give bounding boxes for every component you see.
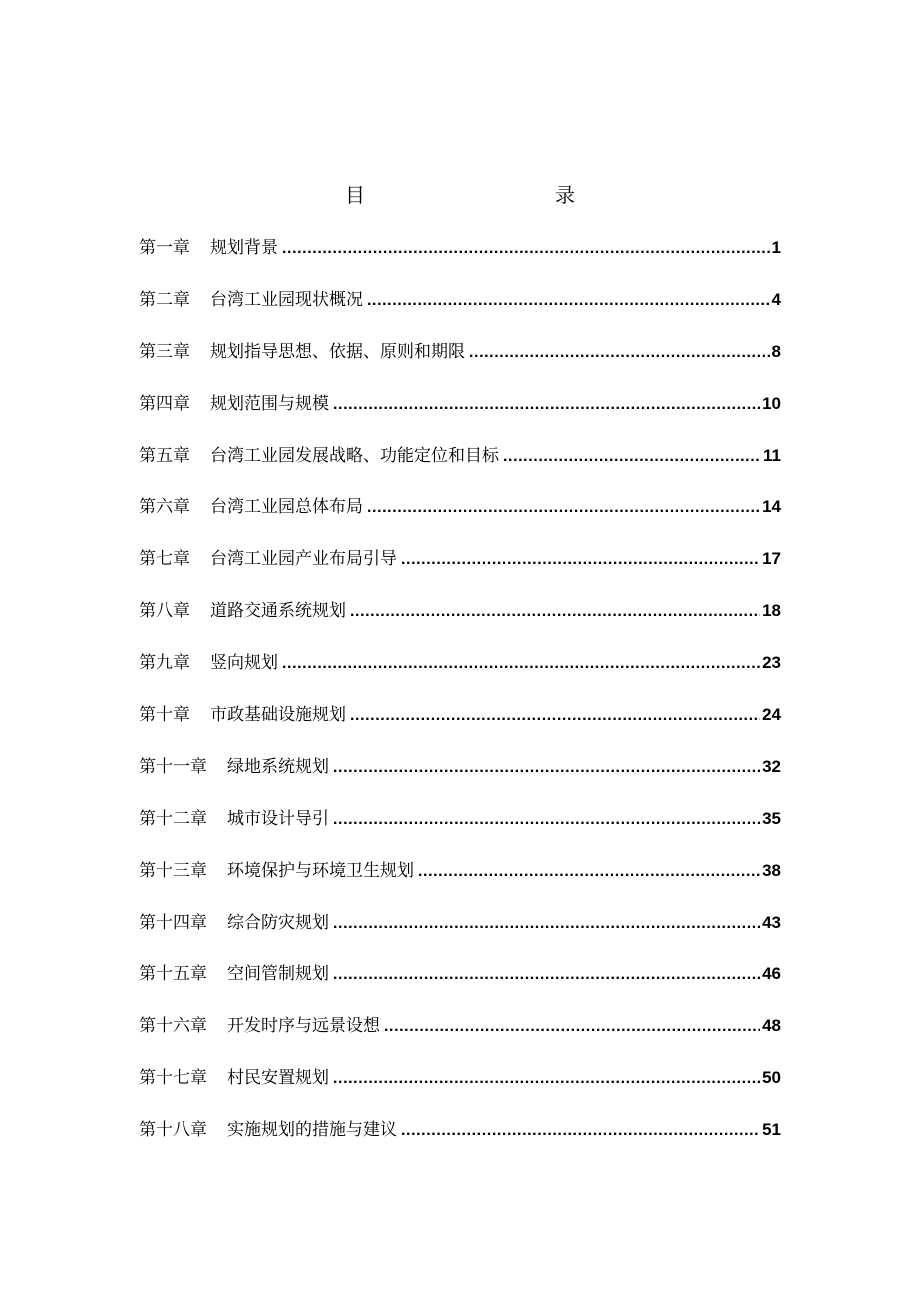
chapter-heading: 综合防灾规划 bbox=[227, 912, 329, 933]
dot-leader bbox=[503, 441, 761, 473]
page-number: 8 bbox=[771, 341, 781, 361]
chapter-heading: 村民安置规划 bbox=[227, 1068, 329, 1089]
page-number: 11 bbox=[763, 445, 781, 465]
dot-leader bbox=[333, 1063, 760, 1095]
chapter-number: 第十六章 bbox=[139, 1016, 207, 1037]
chapter-number: 第八章 bbox=[139, 601, 190, 622]
toc-entry[interactable] bbox=[139, 491, 781, 543]
chapter-number: 第十八章 bbox=[139, 1120, 207, 1141]
chapter-number: 第十二章 bbox=[139, 808, 207, 829]
dot-leader bbox=[333, 389, 760, 421]
table-of-contents bbox=[139, 232, 781, 1166]
page-number: 32 bbox=[762, 756, 781, 776]
chapter-heading: 环境保护与环境卫生规划 bbox=[227, 860, 414, 881]
chapter-heading: 绿地系统规划 bbox=[227, 756, 329, 777]
dot-leader bbox=[401, 1115, 760, 1147]
chapter-number: 第十七章 bbox=[139, 1068, 207, 1089]
toc-entry[interactable] bbox=[139, 699, 781, 751]
dot-leader bbox=[367, 285, 770, 317]
chapter-heading: 台湾工业园发展战略、功能定位和目标 bbox=[210, 445, 499, 466]
toc-entry[interactable] bbox=[139, 232, 781, 284]
toc-entry[interactable] bbox=[139, 388, 781, 440]
dot-leader bbox=[333, 959, 760, 991]
chapter-number: 第九章 bbox=[139, 653, 190, 674]
chapter-heading: 开发时序与远景设想 bbox=[227, 1016, 380, 1037]
chapter-number: 第十章 bbox=[139, 705, 190, 726]
toc-entry[interactable] bbox=[139, 1010, 781, 1062]
chapter-number: 第十一章 bbox=[139, 756, 207, 777]
toc-entry[interactable] bbox=[139, 751, 781, 803]
chapter-number: 第十三章 bbox=[139, 860, 207, 881]
page-number: 4 bbox=[771, 289, 781, 309]
dot-leader bbox=[333, 752, 760, 784]
chapter-heading: 城市设计导引 bbox=[227, 808, 329, 829]
chapter-number: 第一章 bbox=[139, 238, 190, 258]
toc-entry[interactable] bbox=[139, 284, 781, 336]
chapter-heading: 规划范围与规模 bbox=[210, 393, 329, 414]
page-number: 24 bbox=[762, 705, 781, 725]
toc-entry[interactable] bbox=[139, 803, 781, 855]
page-number: 43 bbox=[762, 912, 781, 932]
page-number: 46 bbox=[762, 964, 781, 984]
page-number: 14 bbox=[762, 497, 781, 517]
page-number: 10 bbox=[762, 393, 781, 413]
dot-leader bbox=[350, 596, 760, 628]
chapter-number: 第二章 bbox=[139, 289, 190, 310]
page-number: 51 bbox=[762, 1120, 781, 1140]
chapter-number: 第十四章 bbox=[139, 912, 207, 933]
dot-leader bbox=[282, 648, 760, 680]
chapter-number: 第十五章 bbox=[139, 964, 207, 985]
dot-leader bbox=[418, 856, 760, 888]
page-number: 50 bbox=[762, 1068, 781, 1088]
toc-entry[interactable] bbox=[139, 1114, 781, 1166]
page-number: 17 bbox=[762, 549, 781, 569]
chapter-heading: 规划指导思想、依据、原则和期限 bbox=[210, 341, 465, 362]
dot-leader bbox=[350, 700, 760, 732]
chapter-heading: 规划背景 bbox=[210, 238, 278, 258]
toc-entry[interactable] bbox=[139, 958, 781, 1010]
chapter-number: 第七章 bbox=[139, 549, 190, 570]
chapter-number: 第六章 bbox=[139, 497, 190, 518]
page-number: 35 bbox=[762, 808, 781, 828]
chapter-heading: 道路交通系统规划 bbox=[210, 601, 346, 622]
dot-leader bbox=[333, 908, 760, 940]
toc-entry[interactable] bbox=[139, 647, 781, 699]
dot-leader bbox=[367, 492, 760, 524]
toc-entry[interactable] bbox=[139, 1062, 781, 1114]
toc-entry[interactable] bbox=[139, 336, 781, 388]
toc-entry[interactable] bbox=[139, 543, 781, 595]
dot-leader bbox=[384, 1011, 760, 1043]
page-number: 23 bbox=[762, 653, 781, 673]
chapter-heading: 市政基础设施规划 bbox=[210, 705, 346, 726]
chapter-number: 第四章 bbox=[139, 393, 190, 414]
page-number: 18 bbox=[762, 601, 781, 621]
dot-leader bbox=[282, 233, 770, 265]
dot-leader bbox=[401, 544, 760, 576]
toc-entry[interactable] bbox=[139, 595, 781, 647]
chapter-heading: 竖向规划 bbox=[210, 653, 278, 674]
chapter-heading: 实施规划的措施与建议 bbox=[227, 1120, 397, 1141]
chapter-heading: 台湾工业园总体布局 bbox=[210, 497, 363, 518]
toc-entry[interactable] bbox=[139, 855, 781, 907]
chapter-number: 第三章 bbox=[139, 341, 190, 362]
page-number: 38 bbox=[762, 860, 781, 880]
toc-entry[interactable] bbox=[139, 907, 781, 959]
page-number: 48 bbox=[762, 1016, 781, 1036]
page-number: 1 bbox=[771, 238, 781, 257]
dot-leader bbox=[333, 804, 760, 836]
toc-entry[interactable] bbox=[139, 440, 781, 492]
chapter-heading: 空间管制规划 bbox=[227, 964, 329, 985]
chapter-heading: 台湾工业园产业布局引导 bbox=[210, 549, 397, 570]
toc-title: 目 录 bbox=[345, 183, 625, 207]
chapter-number: 第五章 bbox=[139, 445, 190, 466]
chapter-heading: 台湾工业园现状概况 bbox=[210, 289, 363, 310]
dot-leader bbox=[469, 337, 770, 369]
